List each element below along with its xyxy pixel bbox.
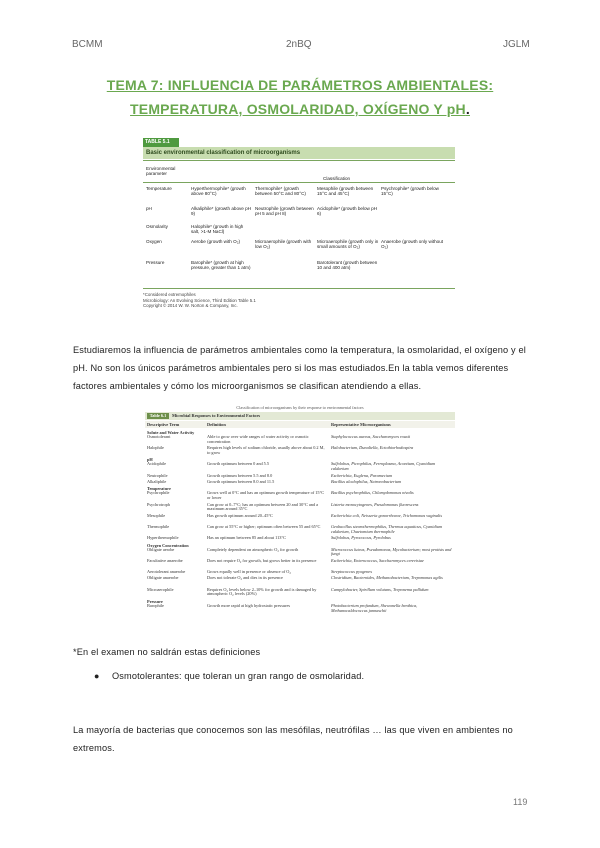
table-2-cell: Microaerophile — [147, 586, 174, 592]
exam-note: *En el examen no saldrán estas definiciones — [73, 647, 261, 657]
header-left: BCMM — [72, 39, 103, 50]
table-2-cell: Mesophile — [147, 512, 166, 518]
table-2-cell: Requires high levels of sodium chloride, usually above about 0.2 M, to grow — [207, 445, 325, 455]
table-2-title: Microbial Responses to Environmental Factors — [172, 413, 261, 418]
table-2-col-orgs: Representative Microorganisms — [331, 422, 391, 427]
table-2-cell: Bacillus alcalophilus, Natronobacterium — [331, 479, 402, 484]
page-number: 119 — [513, 797, 528, 807]
table-1-param: Temperature — [146, 186, 172, 191]
table-2-section: Pressure — [147, 598, 163, 604]
table-2-cell: Growth optimum between 8.0 and 11.5 — [207, 479, 275, 484]
table-1-cell: Barophile* (growth at high pressure, greater than 1 atm) — [191, 260, 251, 271]
table-2-cell: Sulfolobus, Pyrococcus, Pyrolobus — [331, 535, 391, 541]
table-2-cell: Obligate aerobe — [147, 546, 175, 552]
page-title — [60, 73, 540, 121]
title-line-2: TEMPERATURA, OSMOLARIDAD, OXÍGENO Y pH — [130, 101, 466, 117]
table-1-cell: Microaerophile (growth only in small amounts of O₂) — [317, 239, 379, 250]
paragraph-conclusion: La mayoría de bacterias que conocemos son las mesófilas, neutrófilas … las que viven en ambientes no extremos. — [73, 725, 513, 753]
table-2-cell: Facultative anaerobe — [147, 557, 183, 563]
table-1-param: pH — [146, 206, 152, 211]
table-2-cell: Psychrotroph — [147, 501, 170, 507]
table-1-col-class: Classification — [323, 176, 351, 181]
table-1-cell: Halophile* (growth in high salt, >1-M NaCl) — [191, 224, 244, 235]
caption-line: Microbiology: An Evolving Science, Third Edition Table 5.1 — [143, 297, 256, 303]
table-2-cell: Can grow at 55°C or higher; optimum often between 55 and 65°C — [207, 524, 321, 529]
table-2-cell: Grows well at 0°C and has an optimum growth temperature of 15°C or lower — [207, 490, 325, 501]
table-1-cell: Acidophile* (growth below pH 6) — [317, 206, 378, 217]
table-2-cell: Psychrophile — [147, 490, 170, 496]
table-2-cell: Does not tolerate O₂ and dies in its presence — [207, 575, 283, 581]
table-2-cell: Sulfolobus, Picrophilus, Ferroplasma, Acontium, Cyanidium caldarium — [331, 461, 436, 472]
table-5-1-image — [143, 138, 455, 291]
table-2-cell: Has growth optimum around 20–45°C — [207, 512, 273, 518]
bullet-text: Osmotolerantes: que toleran un gran rango de osmolaridad. — [112, 671, 365, 681]
table-2-cell: Neutrophile — [147, 472, 168, 478]
table-1-title: Basic environmental classification of microorganisms — [143, 147, 455, 159]
table-2-cell: Acidophile — [147, 461, 167, 467]
table-2-tag: Table 6.1 — [147, 413, 169, 419]
table-2-cell: Obligate anaerobe — [147, 575, 179, 581]
table-2-section: Oxygen Concentration — [147, 542, 189, 548]
table-2-cell: Grows equally well in presence or absence of O₂ — [207, 569, 291, 574]
table-1-col-param: Environmental parameter — [146, 166, 176, 177]
table-2-cell: Has an optimum between 85 and about 113°C — [207, 535, 287, 541]
table-2-cell: Staphylococcus aureus, Saccharomyces rouxii — [331, 434, 411, 439]
table-1-cell: Alkaliphile* (growth above pH 9) — [191, 206, 252, 217]
table-2-cell: Escherichia, Euglena, Paramecium — [331, 472, 393, 478]
table-1-tag: TABLE 5.1 — [143, 138, 179, 147]
table-1-param: Pressure — [146, 260, 165, 265]
table-1-param: Oxygen — [146, 239, 162, 244]
title-trailing-dot: . — [465, 101, 470, 117]
table-1-cell: Neutrophile (growth between pH 5 and pH 8) — [255, 206, 314, 217]
table-2-section: Solute and Water Activity — [147, 430, 195, 435]
header-right: JGLM — [503, 39, 530, 50]
table-2-cell: Growth optimum between 5.5 and 8.0 — [207, 472, 273, 478]
table-1-cell: Barotolerant (growth between 10 and 400 atm) — [317, 260, 378, 271]
table-1-param: Osmolarity — [146, 224, 168, 229]
table-2-cell: Barophile — [147, 602, 164, 608]
table-2-section: pH — [147, 457, 153, 463]
table-2-cell: Halobacterium, Dunaliella, Ectothiorhodospira — [331, 445, 414, 451]
table-2-section: Temperature — [147, 486, 171, 492]
table-2-col-term: Descriptive Term — [147, 422, 180, 427]
table-1-cell: Psychrophile* (growth below 15°C) — [381, 186, 439, 197]
table-2-cell: Campylobacter, Spirillum volutans, Treponema pallidum — [331, 586, 429, 592]
table-2-cell: Growth more rapid at high hydrostatic pressures — [207, 602, 291, 608]
table-2-cell: Able to grow over wide ranges of water activity or osmotic concentration — [207, 434, 309, 444]
table-2-cell: Halophile — [147, 445, 164, 451]
table-2-note: Classification of microorganisms by their response to environmental factors — [236, 405, 364, 410]
table-2-cell: Streptococcus pyogenes — [331, 569, 373, 574]
table-1-cell: Mesophile (growth between 15°C and 45°C) — [317, 186, 374, 197]
table-2-cell: Escherichia, Enterococcus, Saccharomyces cerevisiae — [331, 557, 424, 563]
table-1-caption — [143, 292, 256, 309]
table-2-cell: Listeria monocytogenes, Pseudomonas fluorescens — [331, 501, 419, 507]
table-2-cell: Geobacillus stearothermophilus, Thermus aquaticus, Cyanidium caldarium, Chaetomium thermophile — [331, 524, 443, 534]
bullet-dot: ● — [94, 671, 100, 681]
table-2-cell: Thermophile — [147, 524, 170, 529]
table-2-col-def: Definition — [207, 422, 226, 427]
header-center: 2nBQ — [286, 39, 312, 50]
table-2-cell: Can grow at 0–7°C; has an optimum between 20 and 30°C and a maximum around 35°C — [207, 501, 319, 512]
table-2-cell: Alkaliphile — [147, 479, 167, 484]
table-2-cell: Bacillus psychrophilus, Chlamydomonas nivalis — [331, 490, 414, 496]
title-line-1: TEMA 7: INFLUENCIA DE PARÁMETROS AMBIENTALES: — [106, 77, 494, 93]
table-2-cell: Requires O₂ levels below 2–10% for growth and is damaged by atmospheric O₂ levels (20%) — [207, 586, 317, 597]
caption-line: *Considered extremophiles — [143, 292, 196, 297]
table-1-cell: Microaerophile (growth with low O₂) — [255, 239, 312, 250]
table-2-cell: Growth optimum between 0 and 5.5 — [207, 461, 270, 467]
table-2-cell: Aerotolerant anaerobe — [147, 569, 186, 574]
table-2-cell: Osmotolerant — [147, 434, 171, 439]
caption-line: Copyright © 2014 W. W. Norton & Company, Inc. — [143, 303, 238, 308]
table-2-cell: Hyperthermophile — [147, 535, 179, 541]
table-1-cell: Anaerobe (growth only without O₂) — [381, 239, 444, 250]
table-2-cell: Does not require O₂ for growth, but grows better in its presence — [207, 557, 317, 563]
paragraph-intro: Estudiaremos la influencia de parámetros ambientales como la temperatura, la osmolaridad, el oxígeno y el pH. No son los únicos parámetros ambientales pero si los mas estudiados.En la tabla vemos diferentes factores ambientales y cómo los microorganismos se clasifican atendiendo a ellas. — [73, 345, 526, 391]
table-1-cell: Aerobe (growth with O₂) — [191, 239, 241, 244]
table-2-cell: Photobacterium profundum, Shewanella benthica, Methanocaldococcus jannaschii — [331, 602, 418, 613]
table-2-cell: Completely dependent on atmospheric O₂ for growth — [207, 546, 299, 552]
table-1-cell: Hyperthermophile* (growth above 80°C) — [191, 186, 246, 197]
table-1-cell: Thermophile* (growth between 50°C and 80°C) — [255, 186, 306, 197]
table-2-cell: Micrococcus luteus, Pseudomonas, Mycobacterium; most protists and fungi — [331, 546, 452, 557]
table-2-cell: Clostridium, Bacteroides, Methanobacterium, Trepomonas agilis — [331, 575, 443, 581]
table-2-cell: Escherichia coli, Neisseria gonorrhoeae, Trichomonas vaginalis — [331, 512, 443, 518]
table-6-1-image — [145, 405, 455, 665]
